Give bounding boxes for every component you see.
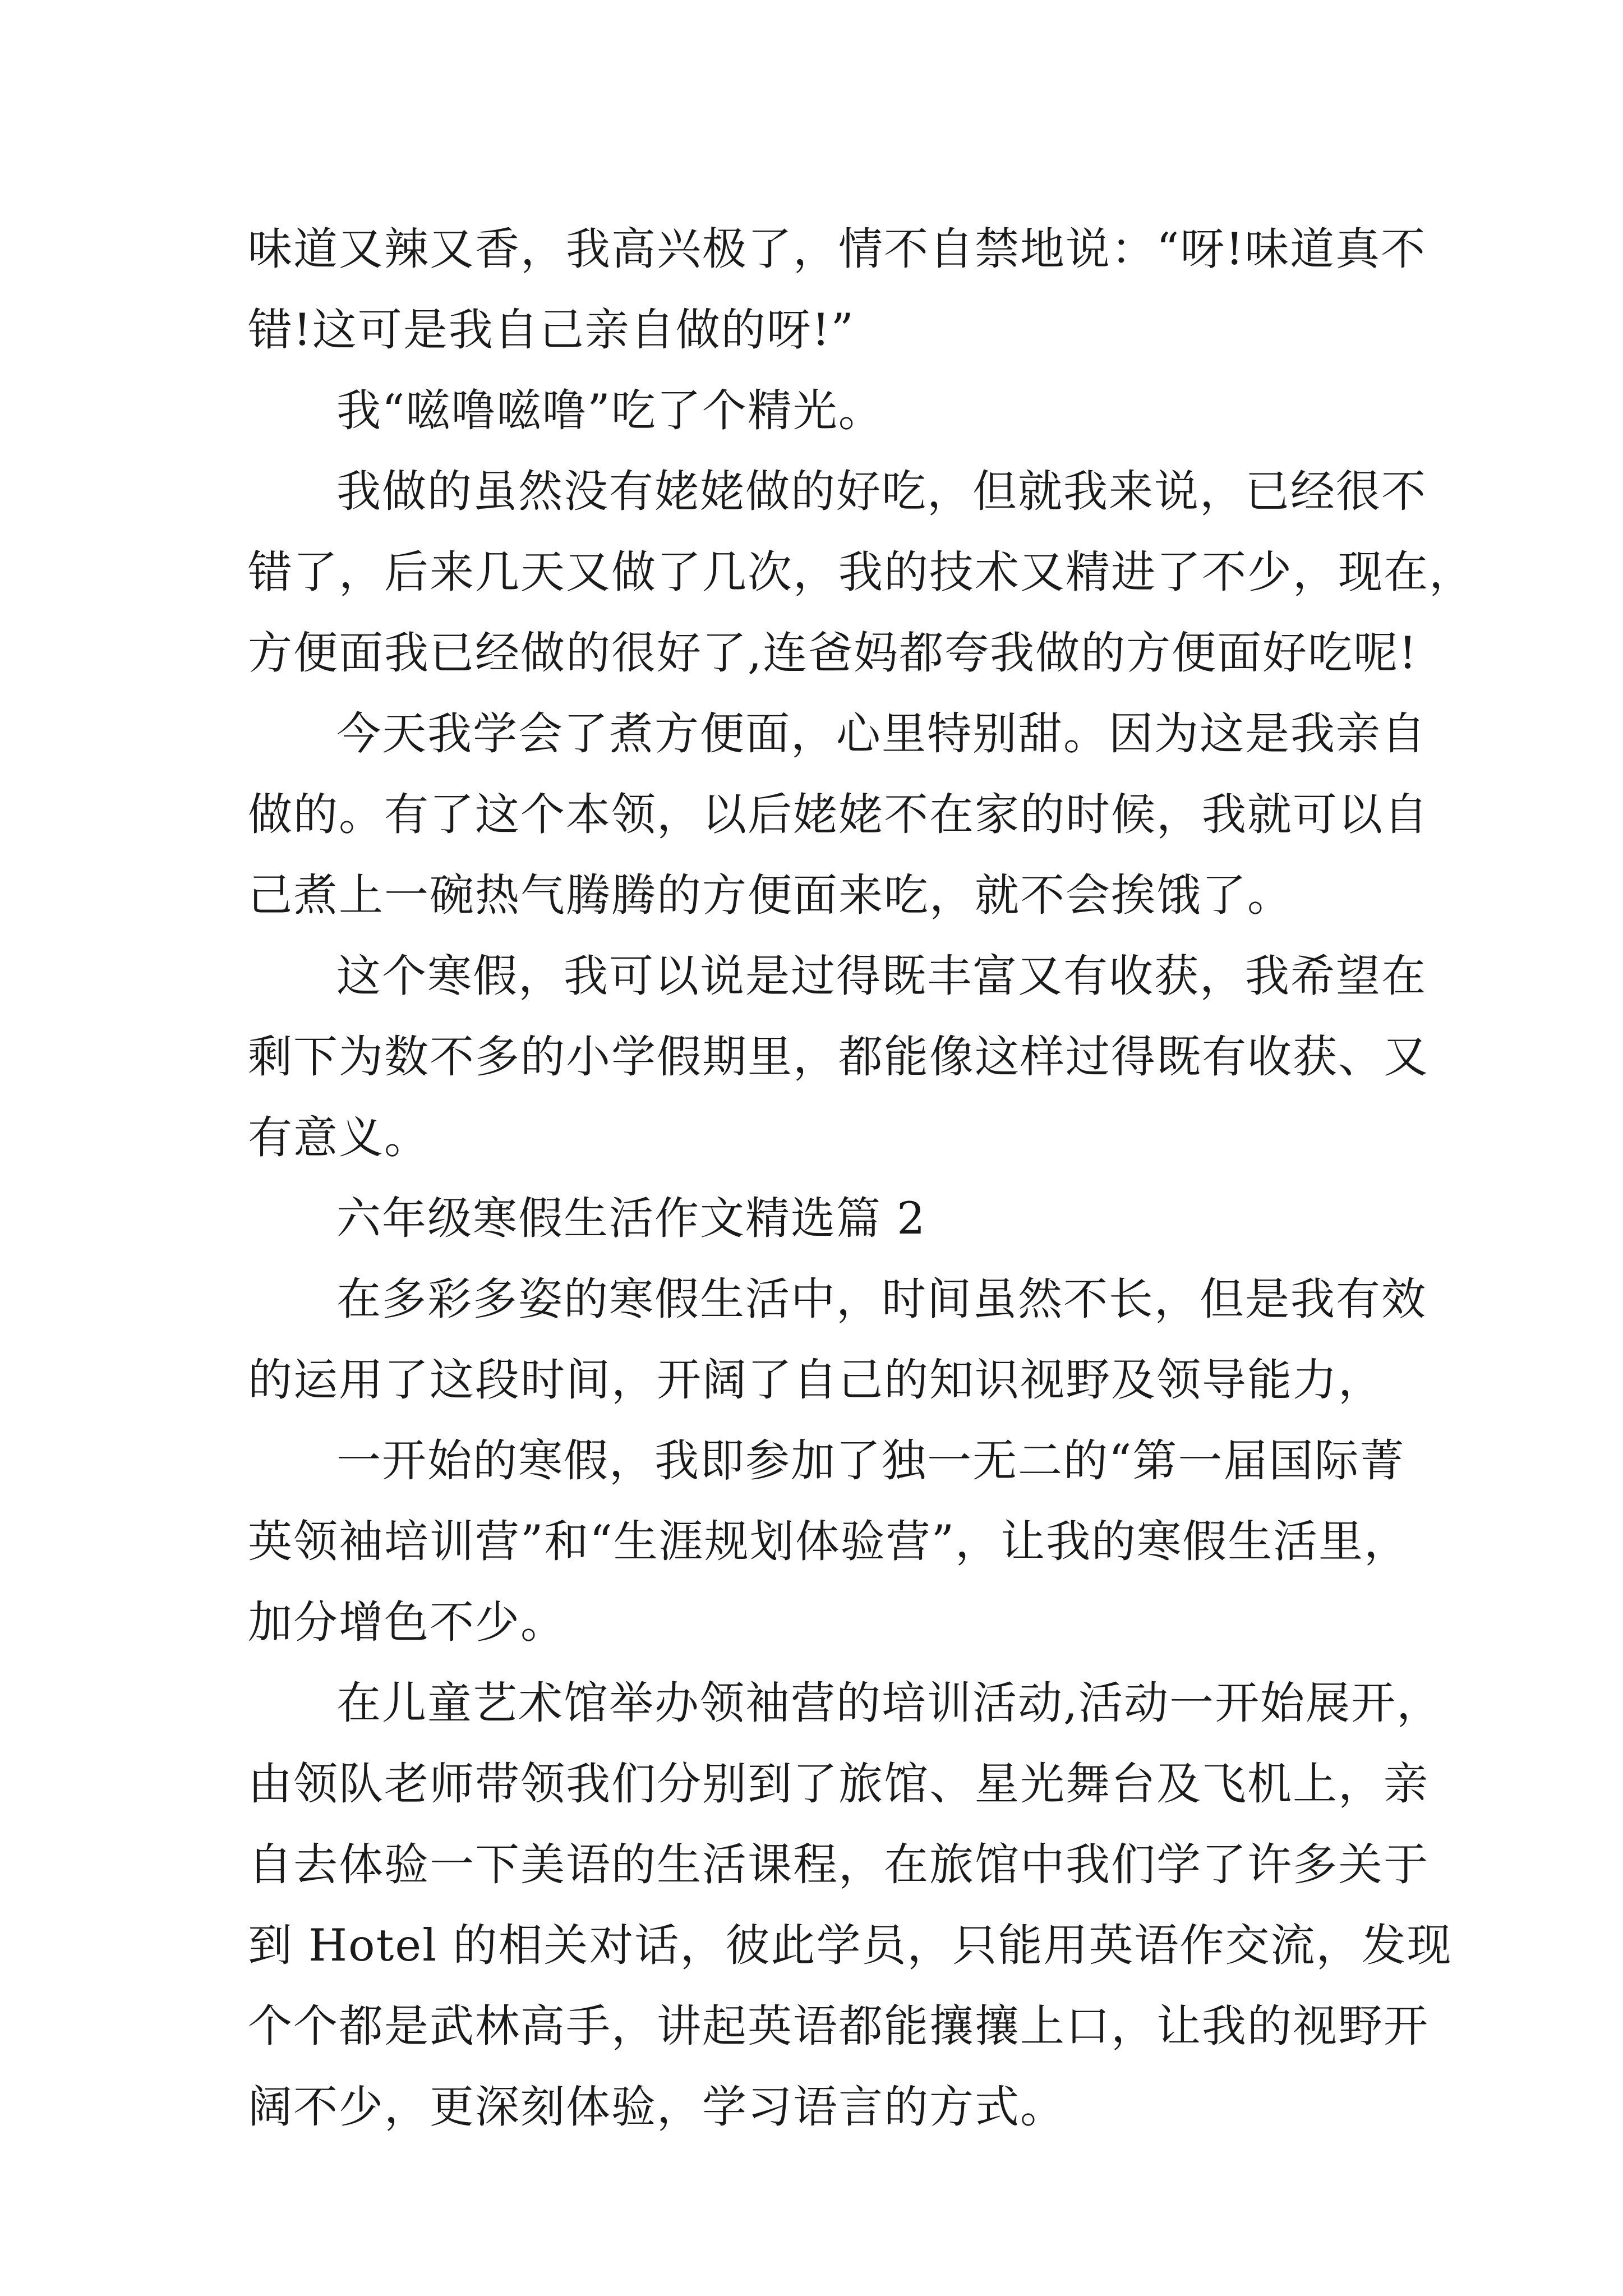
text-line: 错了，后来几天又做了几次，我的技术又精进了不少，现在， — [248, 546, 1474, 598]
text-line: 在多彩多姿的寒假生活中，时间虽然不长，但是我有效 — [336, 1273, 1427, 1325]
text-line: 自去体验一下美语的生活课程，在旅馆中我们学了许多关于 — [248, 1839, 1429, 1890]
text-line: 做的。有了这个本领，以后姥姥不在家的时候，我就可以自 — [248, 789, 1429, 840]
paragraph — [248, 370, 1381, 451]
paragraph — [248, 1178, 1381, 1259]
text-line: 剩下为数不多的小学假期里，都能像这样过得既有收获、又 — [248, 1031, 1429, 1083]
text-line: 味道又辣又香，我高兴极了，情不自禁地说：“呀!味道真不 — [248, 223, 1427, 275]
text-line: 方便面我已经做的很好了,连爸妈都夸我做的方便面好吃呢! — [248, 627, 1418, 679]
text-line: 有意义。 — [248, 1112, 430, 1163]
paragraph — [248, 209, 1427, 370]
text-line: 个个都是武林高手，讲起英语都能攘攘上口，让我的视野开 — [248, 2000, 1429, 2052]
text-line: 我做的虽然没有姥姥做的好吃，但就我来说，已经很不 — [336, 466, 1427, 517]
text-line: 由领队老师带领我们分别到了旅馆、星光舞台及飞机上，亲 — [248, 1758, 1429, 1810]
paragraph — [248, 451, 1474, 693]
text-line: 这个寒假，我可以说是过得既丰富又有收获，我希望在 — [336, 950, 1427, 1002]
text-line: 我“嗞噜嗞噜”吃了个精光。 — [336, 385, 884, 436]
paragraph — [248, 693, 1429, 936]
text-line: 今天我学会了煮方便面，心里特别甜。因为这是我亲自 — [336, 708, 1427, 760]
paragraph — [248, 1420, 1410, 1663]
text-line: 六年级寒假生活作文精选篇 2 — [336, 1193, 926, 1244]
paragraph — [248, 936, 1429, 1178]
text-line: 己煮上一碗热气腾腾的方便面来吃，就不会挨饿了。 — [248, 869, 1293, 921]
document-body — [248, 209, 1474, 2147]
paragraph — [248, 1259, 1427, 1420]
text-line: 在儿童艺术馆举办领袖营的培训活动,活动一开始展开， — [336, 1677, 1442, 1729]
text-line: 阔不少，更深刻体验，学习语言的方式。 — [248, 2081, 1066, 2133]
text-line: 的运用了这段时间，开阔了自己的知识视野及领导能力， — [248, 1354, 1384, 1406]
text-line: 到 Hotel 的相关对话，彼此学员，只能用英语作交流，发现 — [248, 1920, 1453, 1971]
text-line: 错!这可是我自己亲自做的呀!” — [248, 304, 855, 356]
text-line: 英领袖培训营”和“生涯规划体验营”，让我的寒假生活里， — [248, 1516, 1410, 1567]
text-line: 一开始的寒假，我即参加了独一无二的“第一届国际菁 — [336, 1435, 1405, 1487]
paragraph — [248, 1663, 1453, 2147]
text-line: 加分增色不少。 — [248, 1596, 566, 1648]
